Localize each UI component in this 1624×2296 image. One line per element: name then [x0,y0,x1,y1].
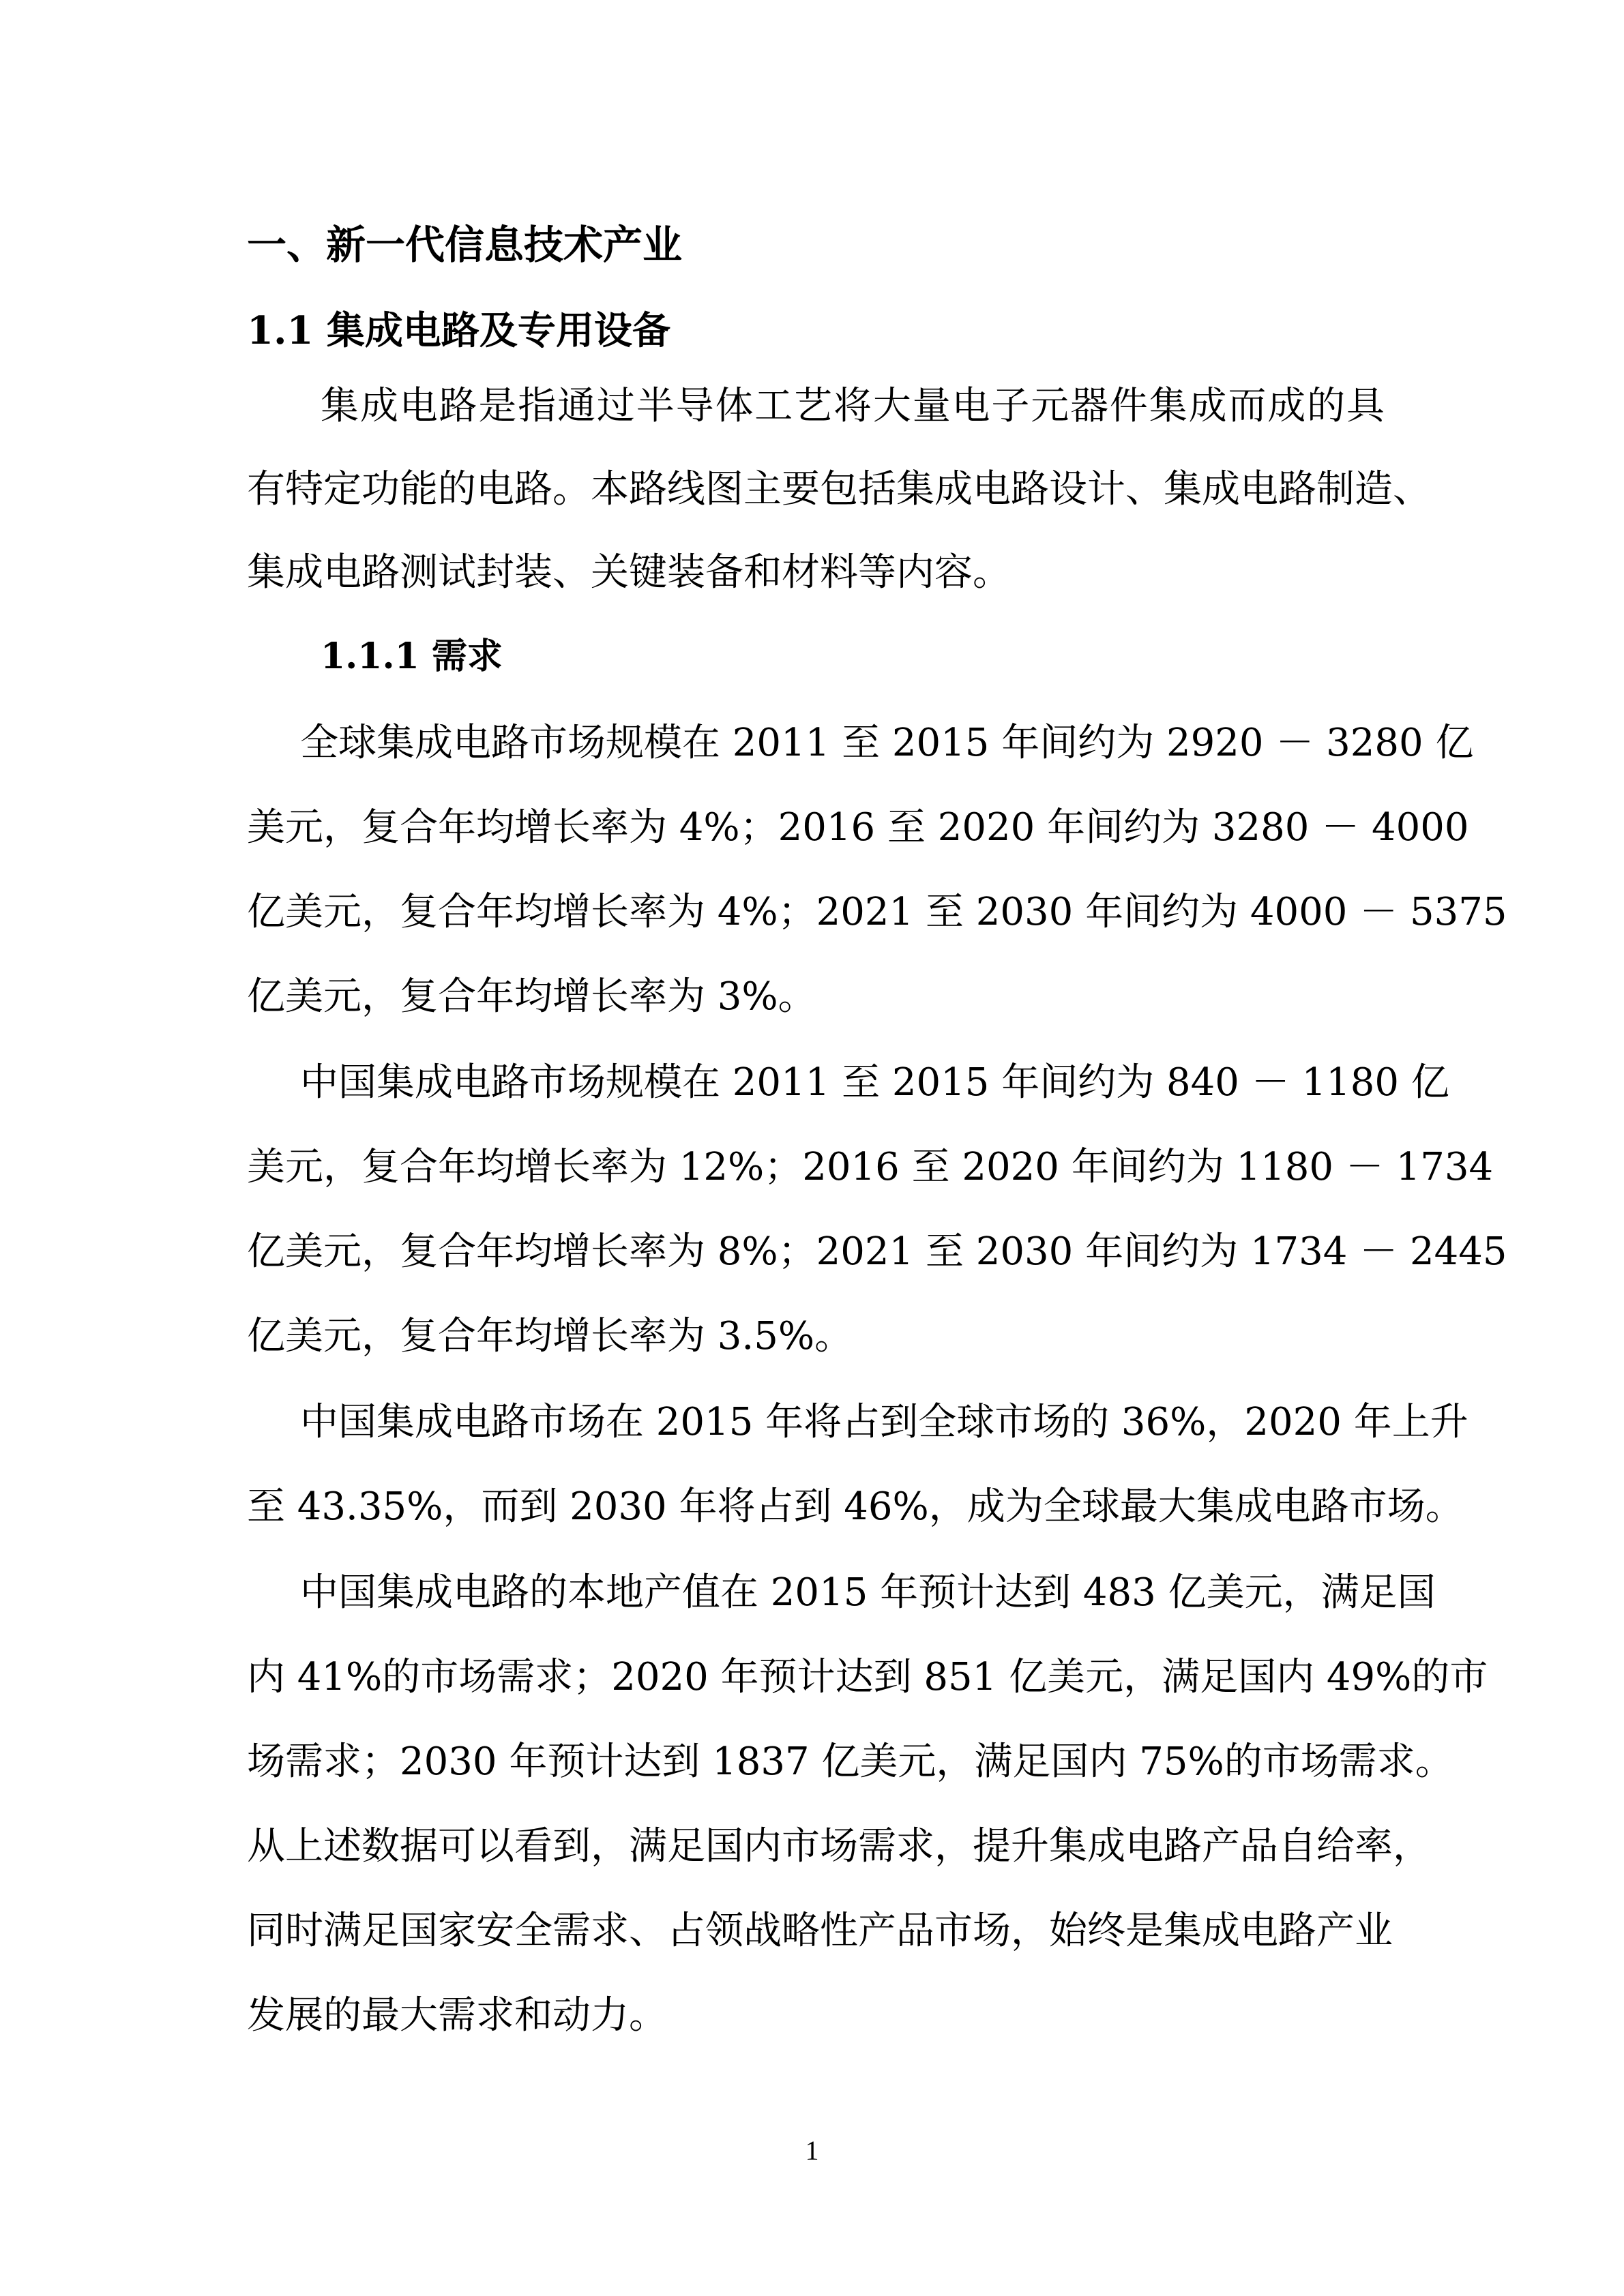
paragraph-line: 中国集成电路市场规模在 2011 至 2015 年间约为 840 － 1180 亿 [300,1060,1449,1105]
paragraph-line: 美元，复合年均增长率为 4%；2016 至 2020 年间约为 3280 － 4000 [247,805,1469,850]
paragraph-line: 亿美元，复合年均增长率为 4%；2021 至 2030 年间约为 4000 － 5375 [247,890,1507,934]
paragraph-line: 中国集成电路的本地产值在 2015 年预计达到 483 亿美元，满足国 [300,1570,1436,1615]
paragraph-line: 内 41%的市场需求；2020 年预计达到 851 亿美元，满足国内 49%的市 [247,1655,1488,1699]
paragraph-line: 中国集成电路市场在 2015 年将占到全球市场的 36%，2020 年上升 [300,1400,1468,1444]
paragraph-line: 亿美元，复合年均增长率为 3%。 [247,974,816,1019]
paragraph-line: 全球集成电路市场规模在 2011 至 2015 年间约为 2920 － 3280 亿 [300,721,1474,765]
paragraph-line: 发展的最大需求和动力。 [247,1993,667,2038]
paragraph-line: 场需求；2030 年预计达到 1837 亿美元，满足国内 75%的市场需求。 [247,1740,1453,1784]
paragraph-line: 亿美元，复合年均增长率为 8%；2021 至 2030 年间约为 1734 － 2445 [247,1229,1507,1274]
intro-line: 有特定功能的电路。本路线图主要包括集成电路设计、集成电路制造、 [247,467,1431,511]
intro-line: 集成电路测试封装、关键装备和材料等内容。 [247,550,1011,595]
section-title: 1.1 集成电路及专用设备 [247,308,670,353]
paragraph-line: 亿美元，复合年均增长率为 3.5%。 [247,1314,853,1358]
paragraph-line: 至 43.35%，而到 2030 年将占到 46%，成为全球最大集成电路市场。 [247,1485,1464,1529]
chapter-title: 一、新一代信息技术产业 [247,222,683,268]
page-number: 1 [805,2135,819,2166]
subsection-title: 1.1.1 需求 [321,636,503,677]
paragraph-line: 同时满足国家安全需求、占领战略性产品市场，始终是集成电路产业 [247,1909,1393,1953]
paragraph-line: 美元，复合年均增长率为 12%；2016 至 2020 年间约为 1180 － 1734 [247,1145,1494,1189]
intro-line: 集成电路是指通过半导体工艺将大量电子元器件集成而成的具 [321,384,1385,428]
paragraph-line: 从上述数据可以看到，满足国内市场需求，提升集成电路产品自给率， [247,1824,1431,1868]
